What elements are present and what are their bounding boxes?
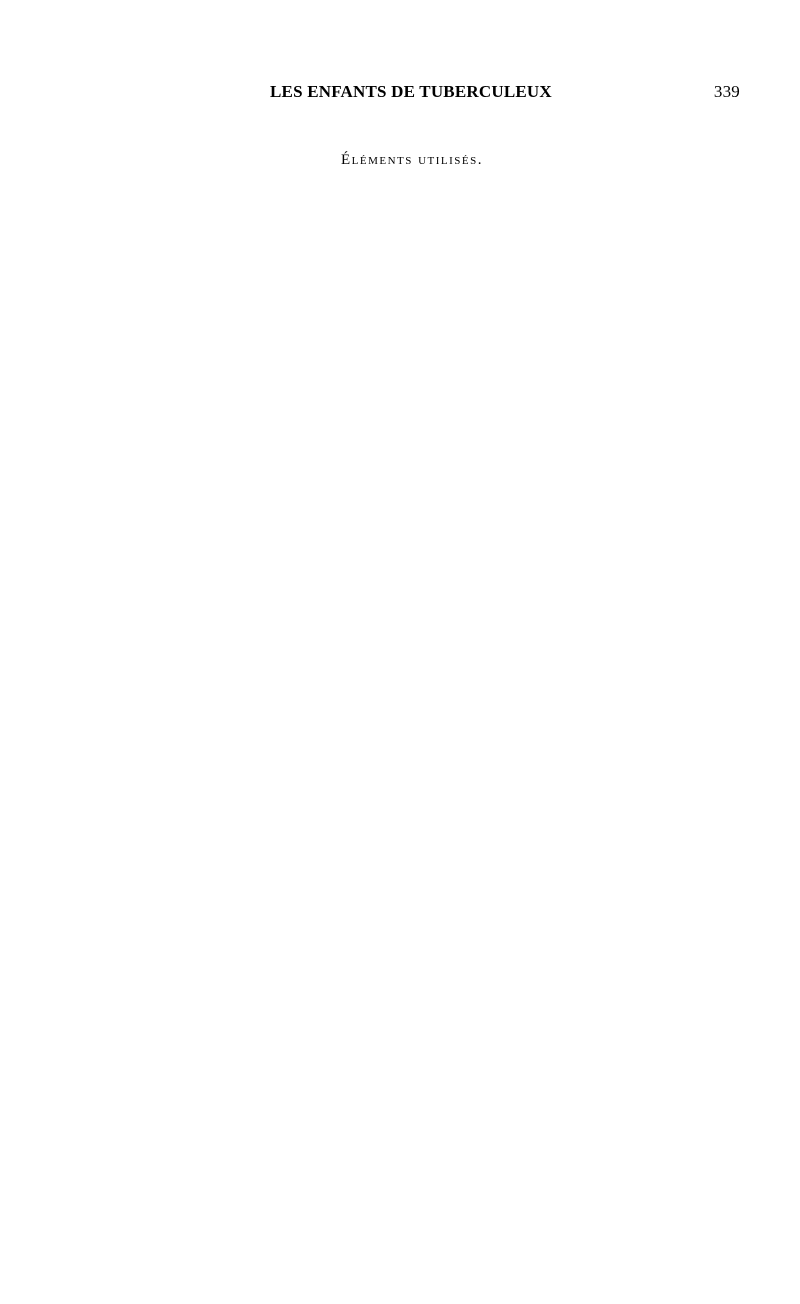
paragraph	[84, 244, 740, 268]
paragraph	[84, 268, 740, 292]
page-number: 339	[713, 82, 740, 101]
running-header	[84, 82, 740, 102]
body-text	[84, 195, 740, 341]
paragraph	[84, 195, 740, 219]
paragraph	[84, 292, 740, 316]
section-title: Éléments utilisés.	[340, 152, 484, 168]
paragraph	[84, 219, 740, 243]
page	[84, 82, 740, 341]
running-title: LES ENFANTS DE TUBERCULEUX	[270, 82, 552, 101]
paragraph	[84, 316, 740, 340]
